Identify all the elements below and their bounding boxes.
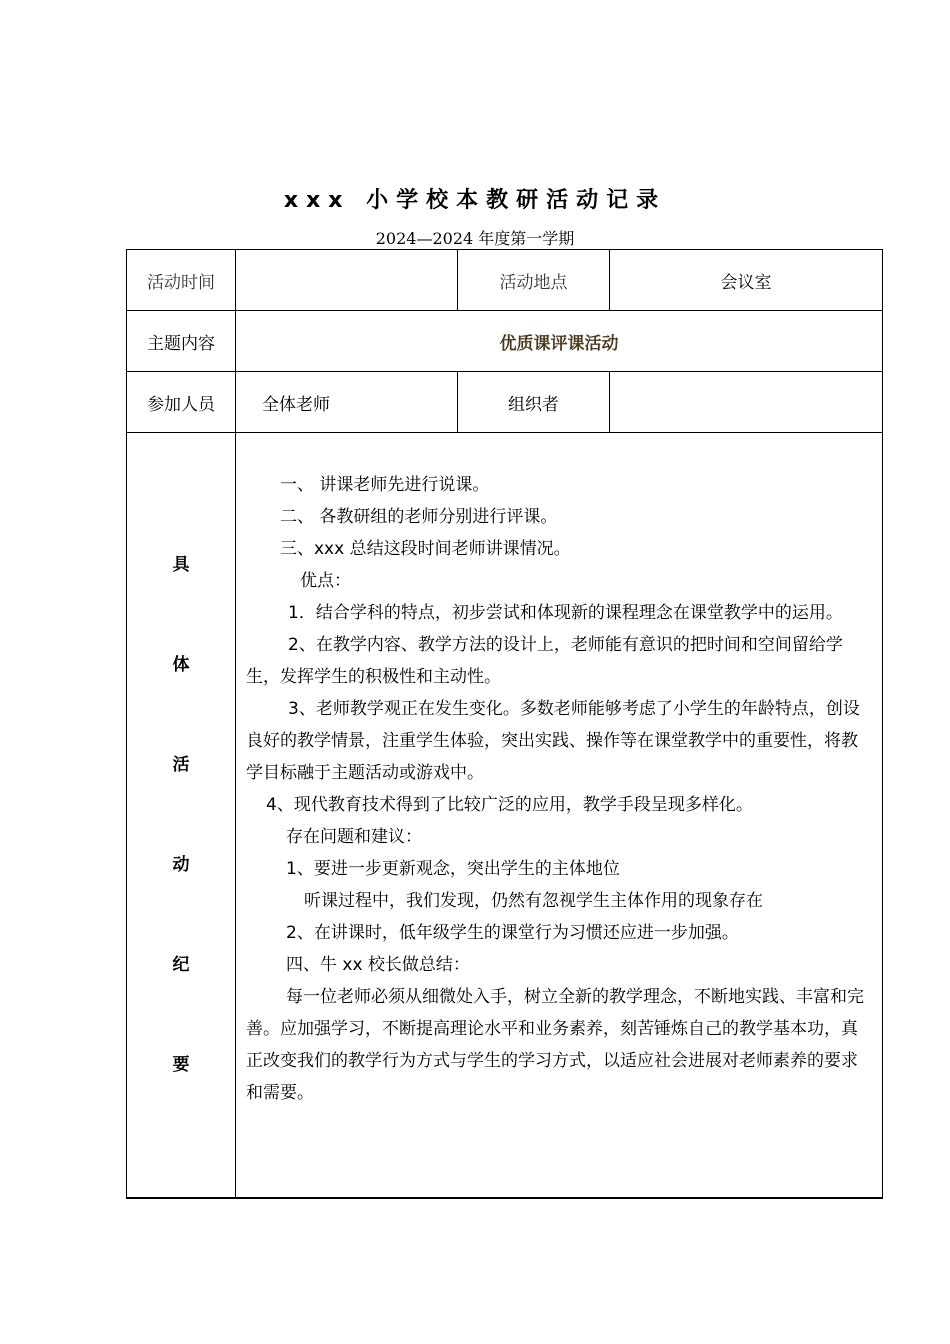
summary-label-char: 动: [172, 855, 190, 875]
content-paragraph: 四、牛 xx 校长做总结：: [286, 955, 470, 975]
summary-vertical-label: [127, 433, 236, 1198]
summary-label-char: 体: [172, 655, 190, 675]
summary-label-char: 活: [172, 755, 190, 775]
time-label: 活动时间: [127, 250, 236, 311]
content-paragraph: 2、在教学内容、教学方法的设计上，老师能有意识的把时间和空间留给学生，发挥学生的积极性和主动性。: [246, 635, 843, 687]
place-value: 会议室: [610, 250, 883, 311]
table-row: [127, 250, 883, 311]
content-paragraph: 1．结合学科的特点，初步尝试和体现新的课程理念在课堂教学中的运用。: [288, 603, 843, 623]
table-row: [127, 311, 883, 372]
place-label: 活动地点: [458, 250, 610, 311]
content-paragraph: 1、要进一步更新观念，突出学生的主体地位: [286, 859, 620, 879]
content-paragraph: 4、现代教育技术得到了比较广泛的应用，教学手段呈现多样化。: [266, 795, 753, 815]
organizer-value: [610, 372, 883, 433]
content-paragraph: 优点：: [300, 571, 351, 591]
content-paragraph: 二、 各教研组的老师分别进行评课。: [280, 507, 558, 527]
content-paragraph: 听课过程中，我们发现，仍然有忽视学生主体作用的现象存在: [304, 891, 763, 911]
organizer-label: 组织者: [458, 372, 610, 433]
content-paragraph: 3、老师教学观正在发生变化。多数老师能够考虑了小学生的年龄特点，创设良好的教学情景，注重学生体验，突出实践、操作等在课堂教学中的重要性，将教学目标融于主题活动或游戏中。: [246, 699, 860, 783]
summary-label-char: 纪: [172, 955, 190, 975]
document-title: xxx 小学校本教研活动记录: [283, 188, 667, 213]
time-value: [236, 250, 458, 311]
summary-label-char: 要: [172, 1055, 190, 1075]
content-paragraph: 存在问题和建议：: [286, 827, 422, 847]
table-row: [127, 372, 883, 433]
activity-record-table: [126, 249, 883, 1198]
topic-value: 优质课评课活动: [236, 311, 883, 372]
participants-value: 全体老师: [236, 372, 458, 433]
content-paragraph: 每一位老师必须从细微处入手，树立全新的教学理念，不断地实践、丰富和完善。应加强学习，不断提高理论水平和业务素养，刻苦锤炼自己的教学基本功，真正改变我们的教学行为方式与学生的学习方式，以适应社会进展对老师素养的要求和需要。: [246, 987, 864, 1103]
content-paragraph: 2、在讲课时，低年级学生的课堂行为习惯还应进一步加强。: [286, 923, 739, 943]
document-subtitle: 2024—2024 年度第一学期: [375, 229, 575, 248]
table-bottom-rule: [126, 1197, 883, 1199]
summary-label-char: 具: [172, 555, 190, 575]
content-paragraph: 一、 讲课老师先进行说课。: [280, 475, 490, 495]
participants-label: 参加人员: [127, 372, 236, 433]
table-row: [127, 433, 883, 1198]
summary-content: [236, 433, 883, 1198]
content-paragraph: 三、xxx 总结这段时间老师讲课情况。: [280, 539, 571, 559]
topic-label: 主题内容: [127, 311, 236, 372]
